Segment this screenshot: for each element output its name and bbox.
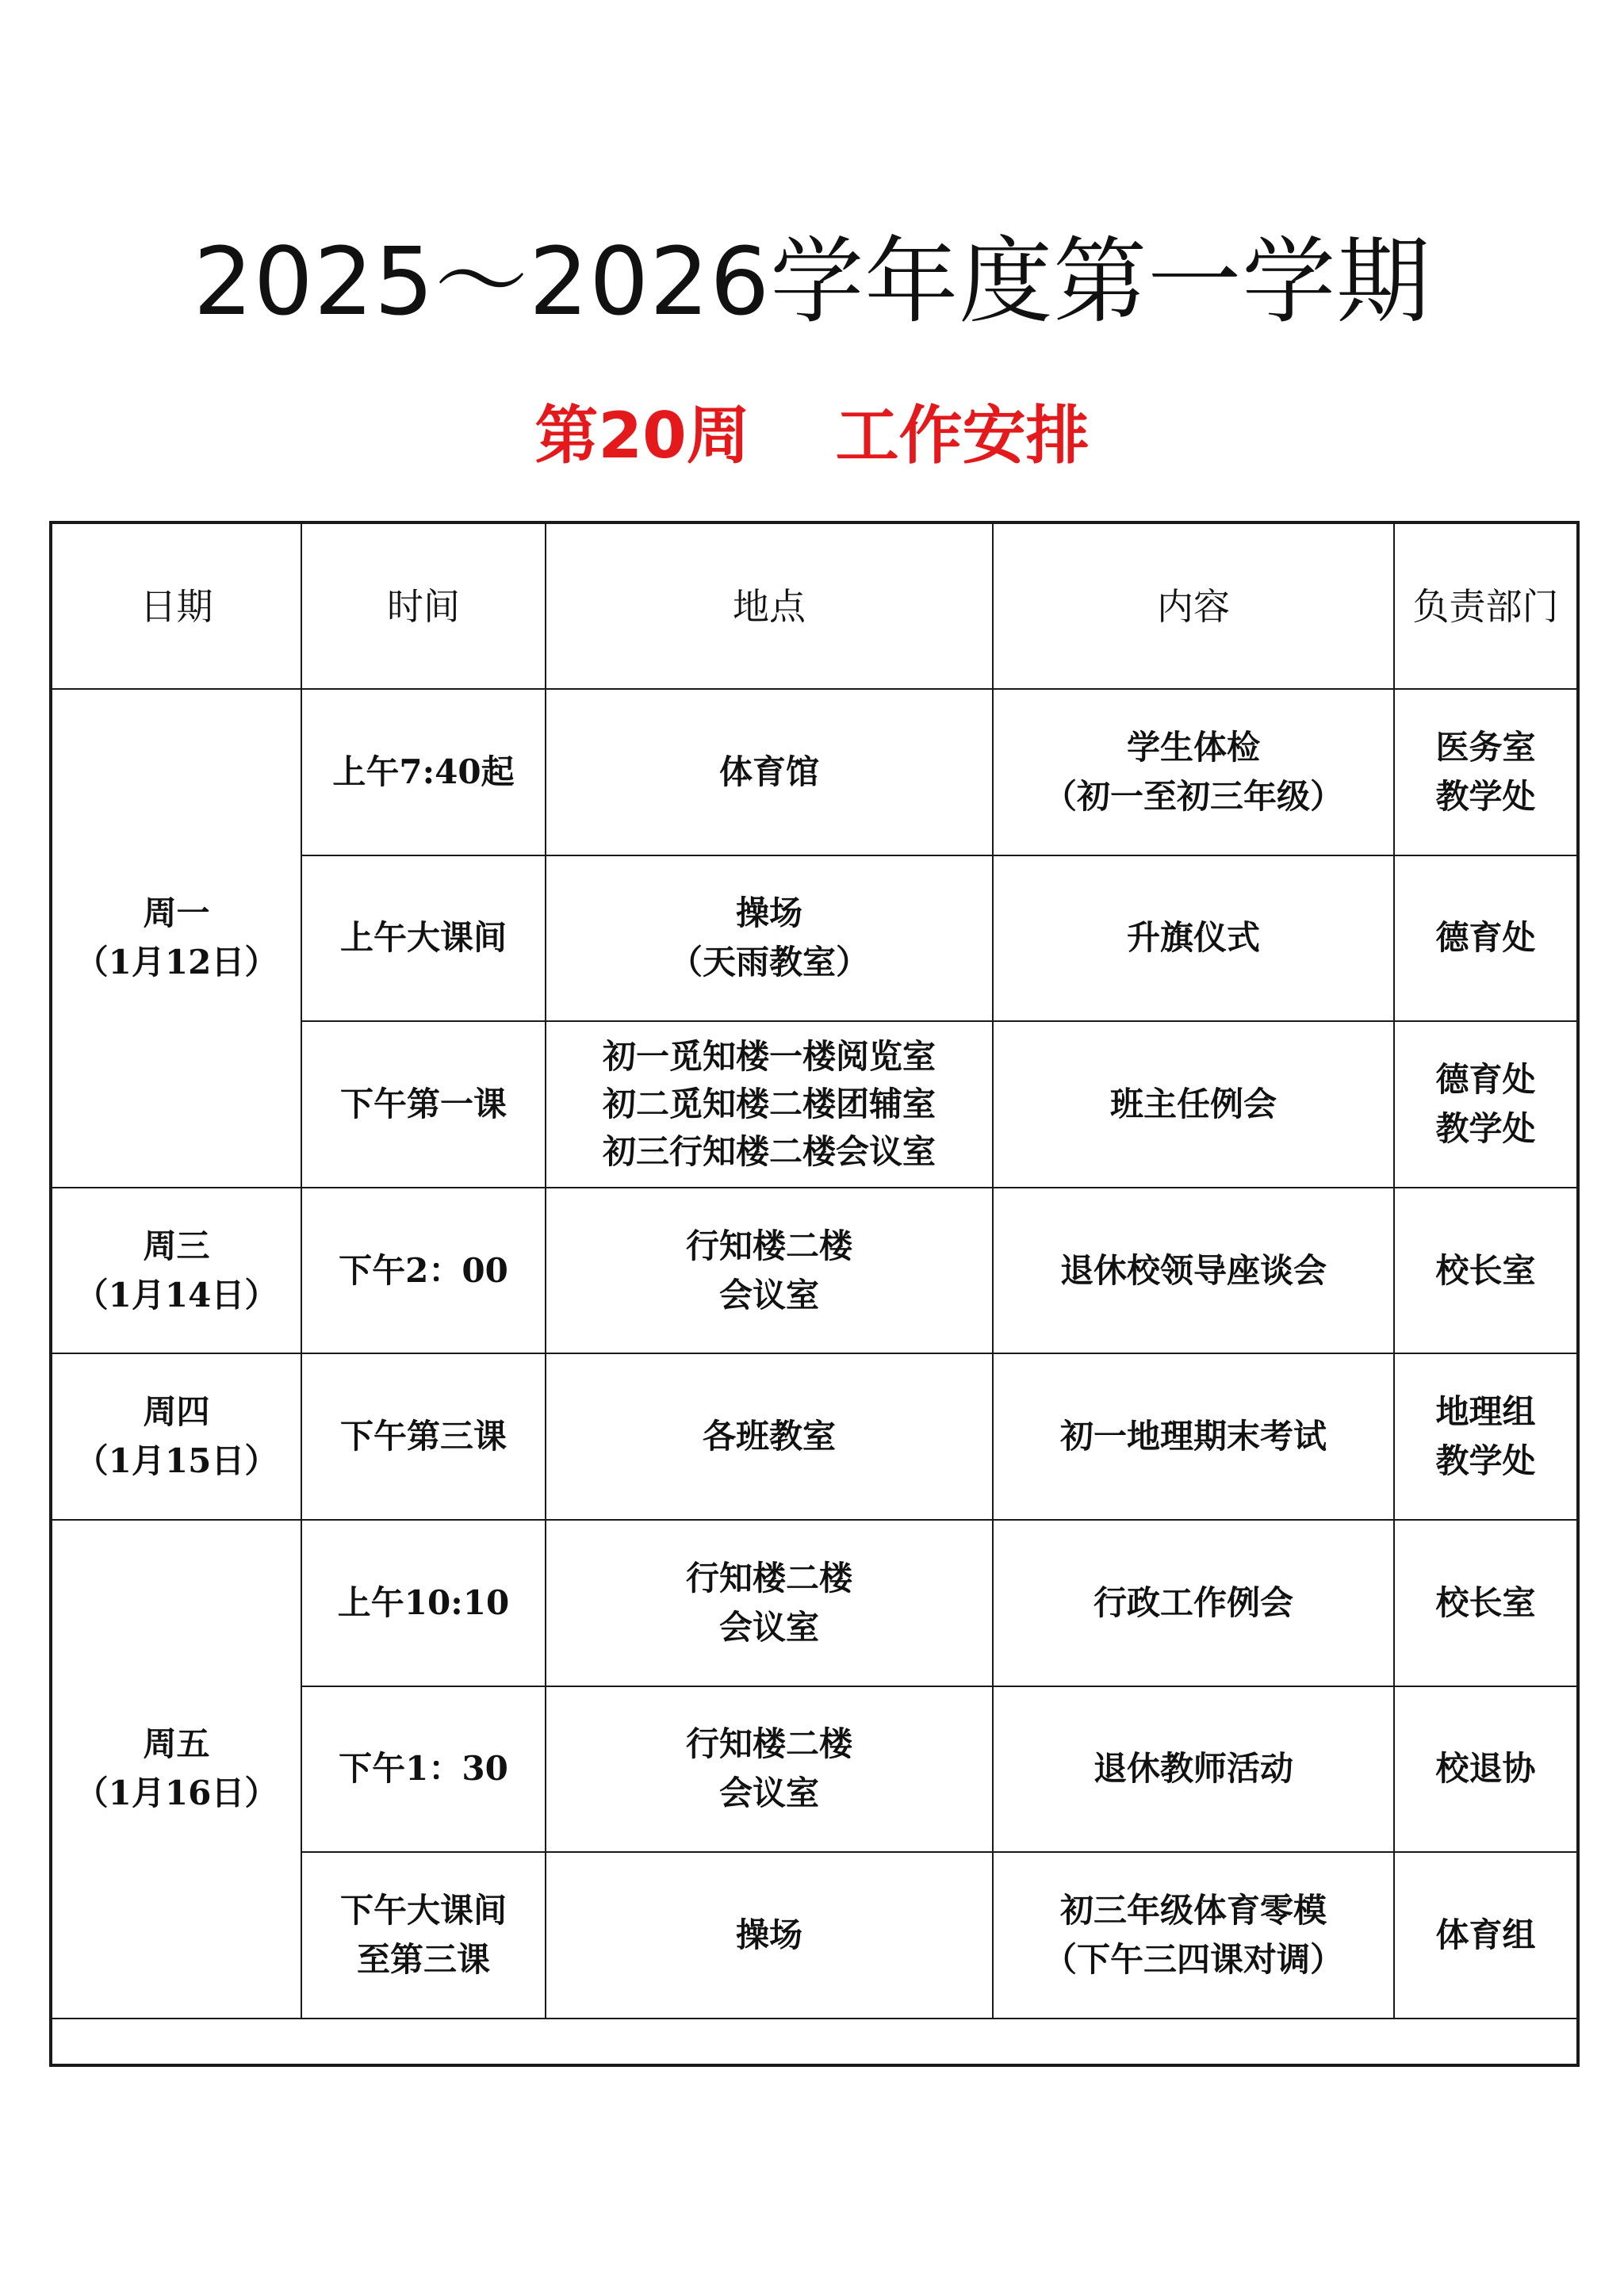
place-cell: 行知楼二楼 会议室 [546,1188,993,1354]
place-cell: 体育馆 [546,689,993,855]
day-cell: 周三 （1月14日） [51,1188,301,1354]
content-cell: 升旗仪式 [993,855,1394,1022]
header-place: 地点 [546,522,993,689]
dept-cell: 校长室 [1394,1520,1578,1686]
content-cell: 学生体检 （初一至初三年级） [993,689,1394,855]
day-cell: 周四 （1月15日） [51,1353,301,1520]
empty-cell [51,2019,1578,2065]
place-cell: 初一觅知楼一楼阅览室 初二觅知楼二楼团辅室 初三行知楼二楼会议室 [546,1021,993,1188]
dept-cell: 地理组 教学处 [1394,1353,1578,1520]
empty-row [51,2019,1578,2065]
header-dept: 负责部门 [1394,522,1578,689]
dept-cell: 医务室 教学处 [1394,689,1578,855]
content-cell: 退休校领导座谈会 [993,1188,1394,1354]
time-cell: 下午2：00 [301,1188,546,1354]
time-cell: 下午第一课 [301,1021,546,1188]
content-cell: 行政工作例会 [993,1520,1394,1686]
place-cell: 行知楼二楼 会议室 [546,1686,993,1853]
dept-cell: 校退协 [1394,1686,1578,1853]
table-row [51,1188,1578,1354]
dept-cell: 体育组 [1394,1852,1578,2019]
header-content: 内容 [993,522,1394,689]
time-cell: 下午1：30 [301,1686,546,1853]
time-cell: 下午大课间 至第三课 [301,1852,546,2019]
time-cell: 下午第三课 [301,1353,546,1520]
header-row [51,522,1578,689]
content-cell: 初一地理期末考试 [993,1353,1394,1520]
schedule-table [49,521,1580,2067]
content-cell: 班主任例会 [993,1021,1394,1188]
time-cell: 上午10:10 [301,1520,546,1686]
place-cell: 行知楼二楼 会议室 [546,1520,993,1686]
table-row [51,1520,1578,1686]
time-cell: 上午7:40起 [301,689,546,855]
content-cell: 初三年级体育零模 （下午三四课对调） [993,1852,1394,2019]
place-cell: 操场 （天雨教室） [546,855,993,1022]
place-cell: 操场 [546,1852,993,2019]
time-cell: 上午大课间 [301,855,546,1022]
content-cell: 退休教师活动 [993,1686,1394,1853]
place-cell: 各班教室 [546,1353,993,1520]
page-subtitle: 第20周 工作安排 [534,399,1090,473]
table-row [51,1353,1578,1520]
day-cell: 周一 （1月12日） [51,689,301,1188]
day-cell: 周五 （1月16日） [51,1520,301,2019]
header-time: 时间 [301,522,546,689]
table-row [51,689,1578,855]
dept-cell: 校长室 [1394,1188,1578,1354]
dept-cell: 德育处 [1394,855,1578,1022]
page-title: 2025～2026学年度第一学期 [193,227,1431,336]
header-date: 日期 [51,522,301,689]
dept-cell: 德育处 教学处 [1394,1021,1578,1188]
